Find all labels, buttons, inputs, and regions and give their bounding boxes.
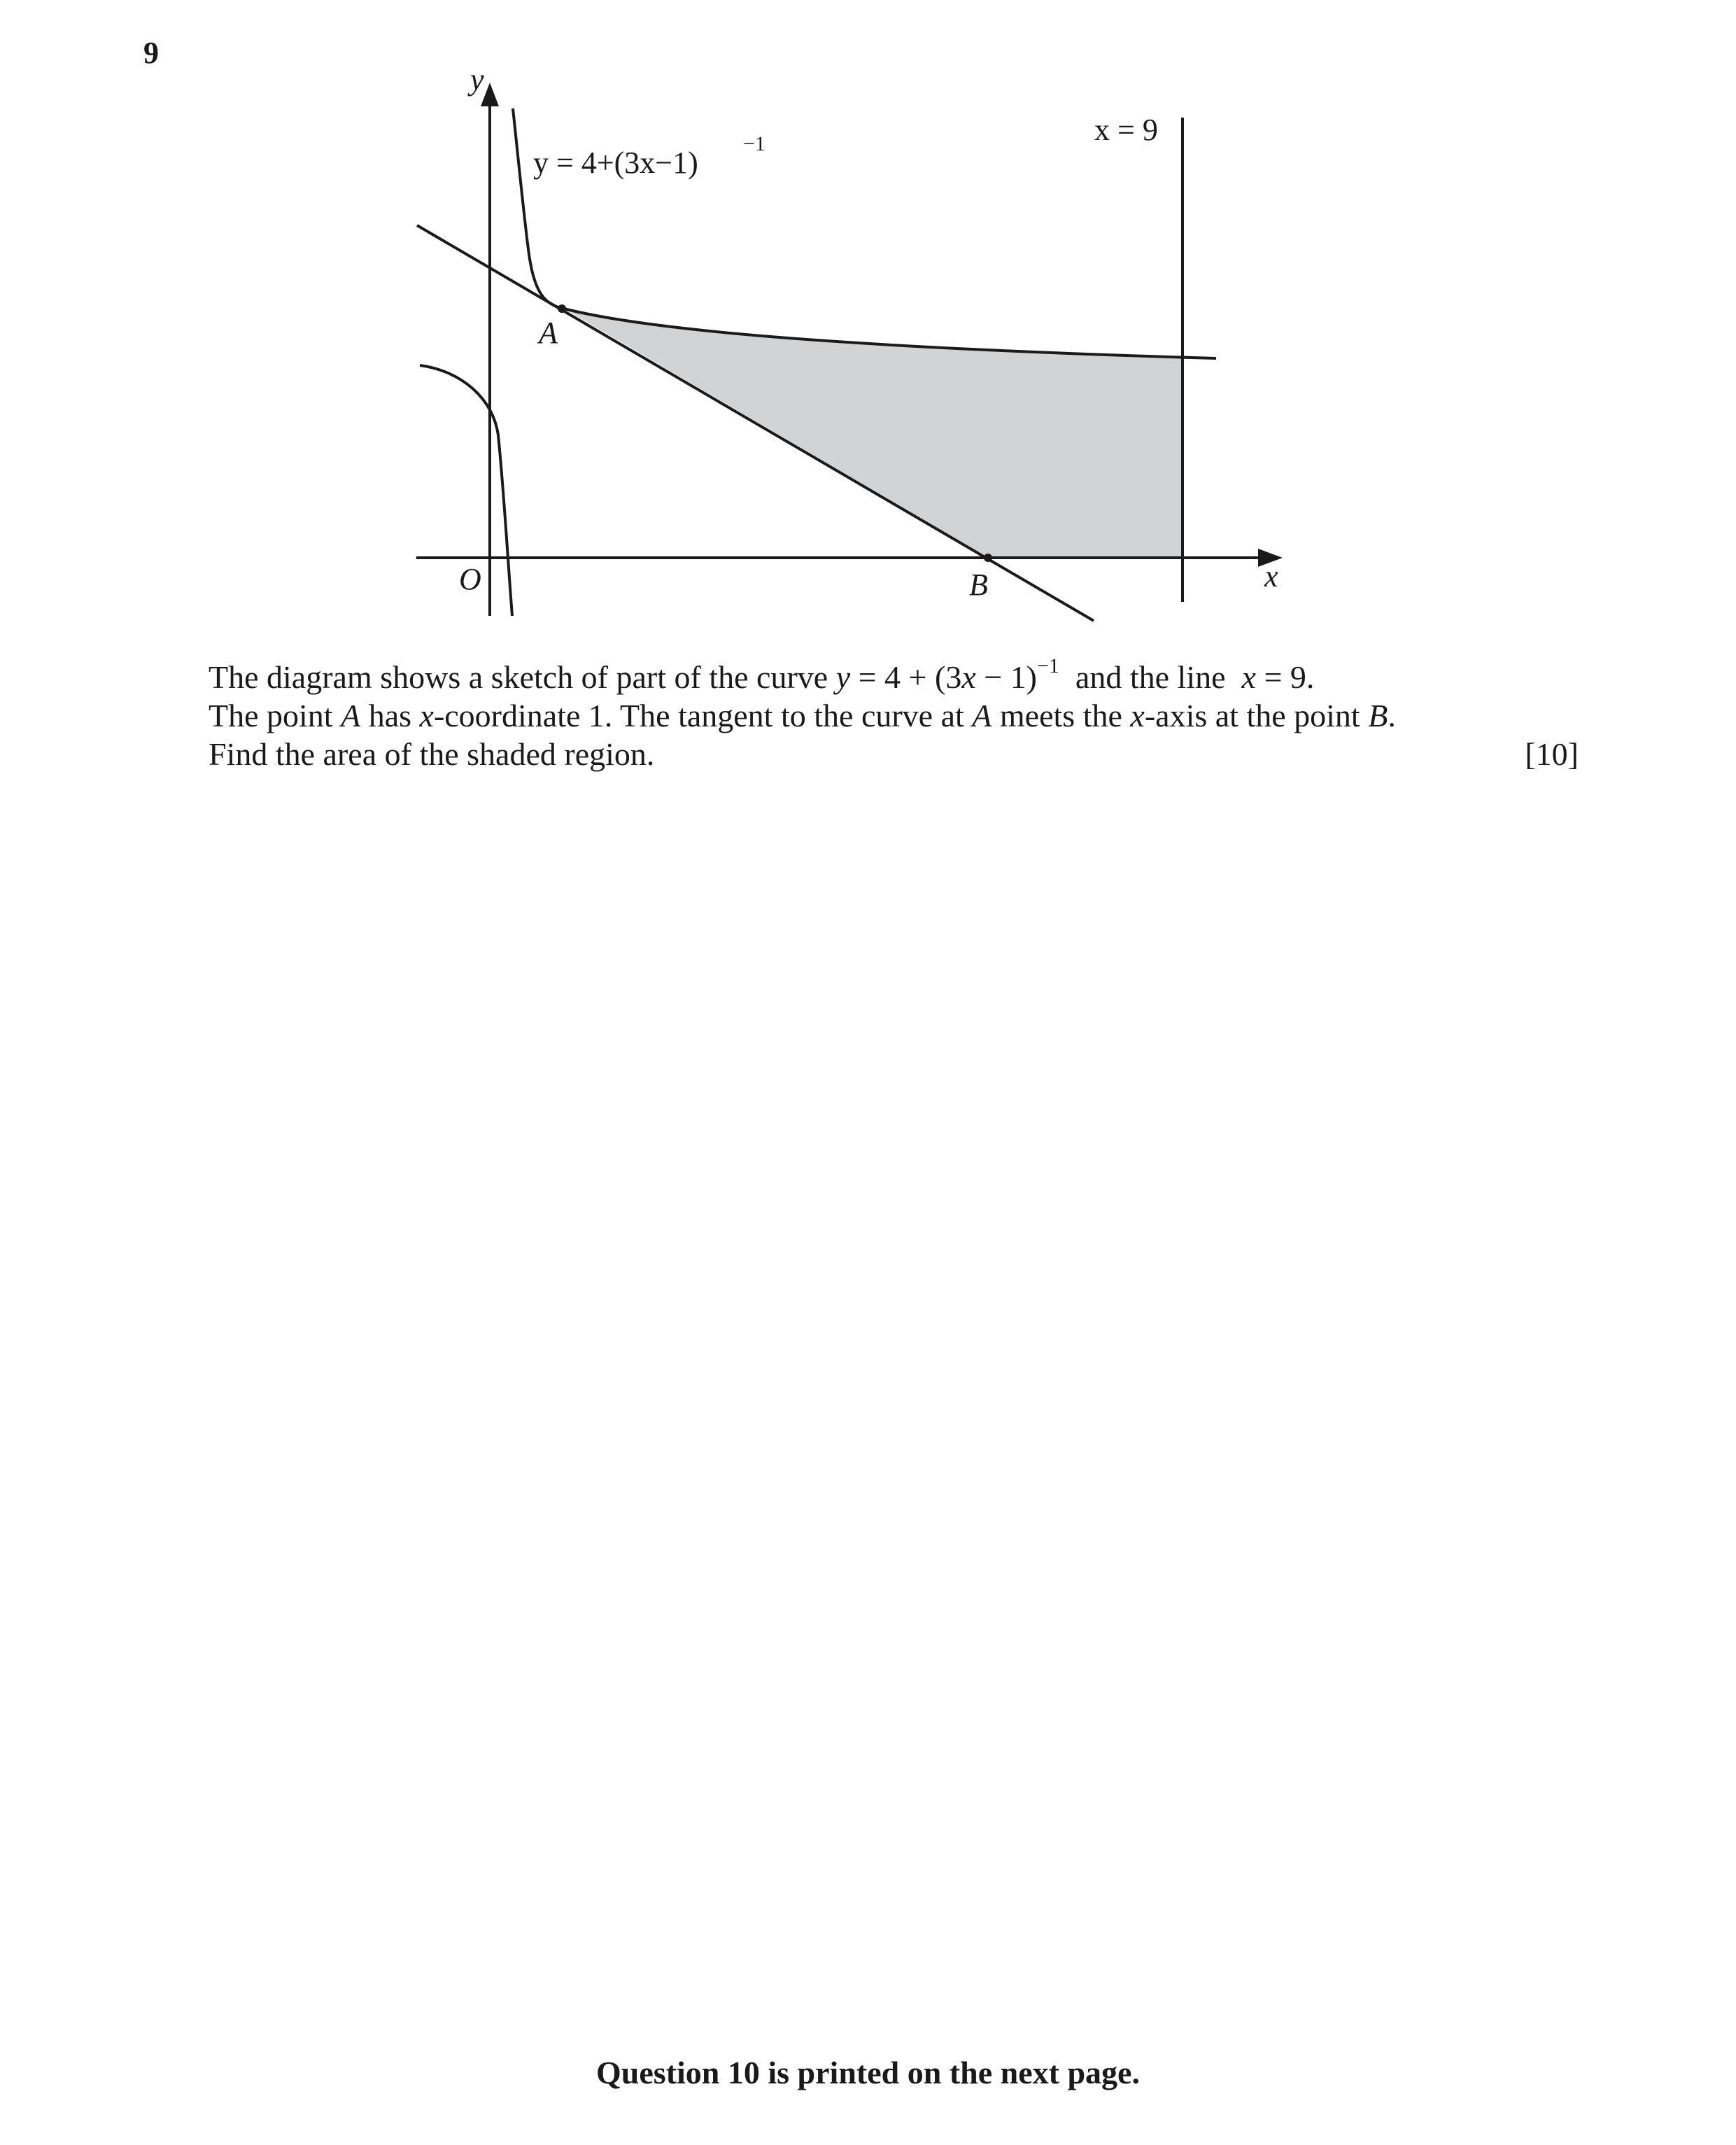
shaded-region — [564, 309, 1183, 558]
question-line-2: The point A has x-coordinate 1. The tangent to the curve at A meets the x-axis at the point B. — [209, 698, 1396, 733]
point-b-marker — [984, 554, 992, 562]
point-a-label: A — [539, 316, 558, 350]
point-b-label: B — [969, 568, 988, 602]
question-text — [209, 654, 1594, 773]
footer-note: Question 10 is printed on the next page. — [596, 2055, 1140, 2090]
curve-label-exponent: −1 — [743, 132, 765, 155]
marks-allocation: [10] — [1525, 736, 1579, 772]
curve-label: y = 4+(3x−1) — [533, 146, 698, 180]
line-x-equals-9-label: x = 9 — [1094, 113, 1158, 147]
question-line-1: The diagram shows a sketch of part of the curve $y = 4 + (3x - 1)^{-1}$ and the line x = 9. — [209, 654, 1315, 695]
origin-label: O — [459, 562, 481, 596]
curve-diagram — [0, 0, 1736, 672]
question-number: 9 — [143, 36, 159, 70]
question-line-3: Find the area of the shaded region. — [209, 736, 655, 772]
x-axis-label: x — [1264, 559, 1278, 593]
point-a-marker — [558, 304, 566, 313]
y-axis-label: y — [470, 62, 484, 97]
